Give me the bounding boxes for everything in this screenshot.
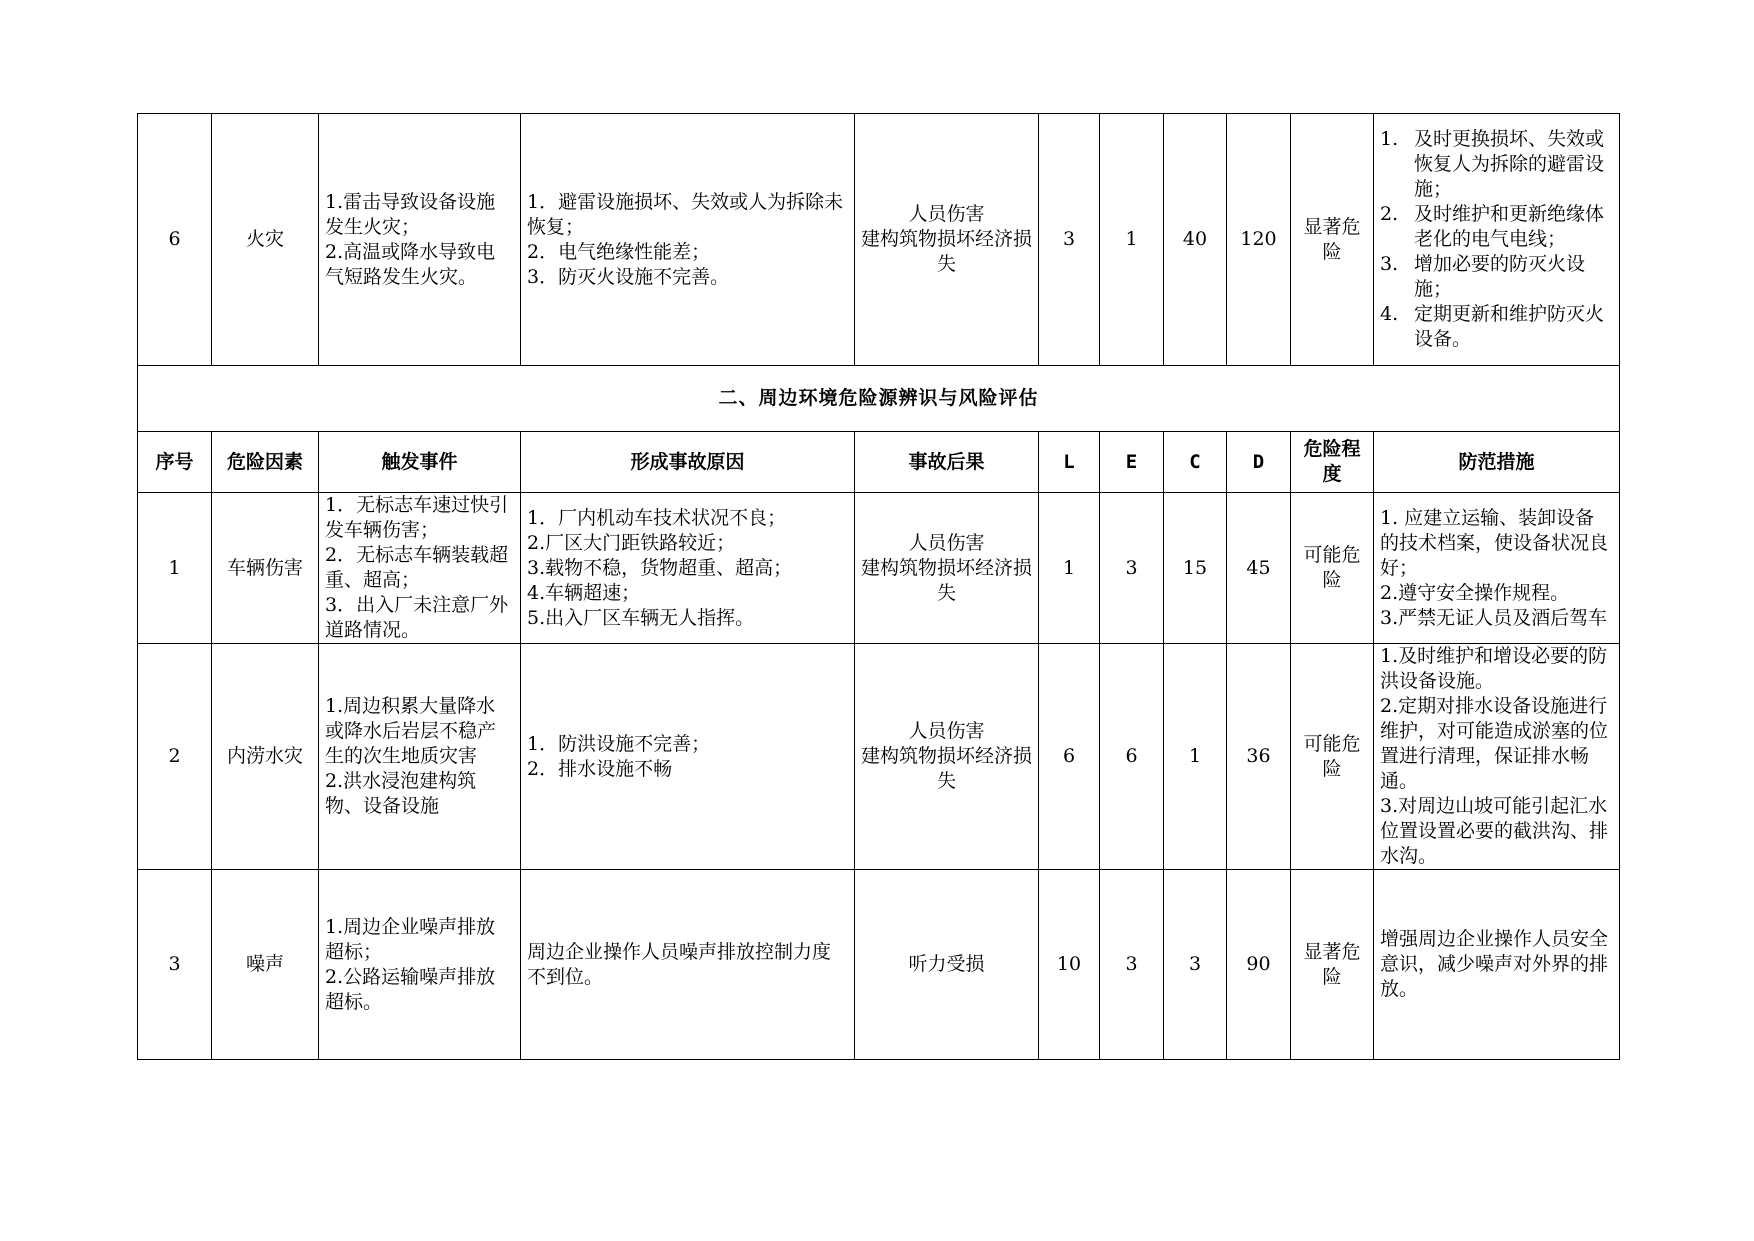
c-value-cell: 40 [1164,114,1227,366]
measure-line: 1. 应建立运输、装卸设备的技术档案，使设备状况良好； [1380,506,1609,579]
c-value-cell: 15 [1164,493,1227,644]
table-row-fire [138,114,1620,366]
header-trigger: 触发事件 [319,432,521,493]
factor-cell: 内涝水灾 [212,644,319,870]
seq-cell: 2 [138,644,212,870]
measure-line: 3.对周边山坡可能引起汇水位置设置必要的截洪沟、排水沟。 [1380,795,1609,867]
trigger-line: 2.洪水浸泡建构筑物、设备设施 [325,770,477,817]
e-value-cell: 6 [1100,644,1164,870]
table-row-flood [138,644,1620,870]
trigger-cell [319,493,521,644]
section-title-row [138,366,1620,432]
measures-cell [1374,114,1620,366]
level-cell: 显著危险 [1291,870,1374,1060]
consequence-line: 建构筑物损坏经济损失 [861,745,1033,792]
factor-cell: 噪声 [212,870,319,1060]
cause-cell [521,114,855,366]
cause-cell [521,644,855,870]
measure-line: 3.严禁无证人员及酒后驾车 [1380,606,1608,629]
header-cause: 形成事故原因 [521,432,855,493]
factor-cell: 火灾 [212,114,319,366]
seq-cell: 6 [138,114,212,366]
header-level: 危险程度 [1291,432,1374,493]
l-value-cell: 10 [1039,870,1100,1060]
measure-line: 2.遵守安全操作规程。 [1380,581,1570,604]
header-c: C [1164,432,1227,493]
d-value-cell: 120 [1227,114,1291,366]
l-value-cell: 6 [1039,644,1100,870]
cause-line: 1．避雷设施损坏、失效或人为拆除未恢复； [527,190,844,238]
trigger-line: 1．无标志车速过快引发车辆伤害； [325,494,509,541]
cause-line: 5.出入厂区车辆无人指挥。 [527,606,755,629]
consequence-cell [855,493,1039,644]
header-consequence: 事故后果 [855,432,1039,493]
measure-item: 2. 及时维护和更新绝缘体老化的电气电线； [1380,203,1605,250]
header-factor: 危险因素 [212,432,319,493]
e-value-cell: 3 [1100,493,1164,644]
header-measures: 防范措施 [1374,432,1620,493]
e-value-cell: 1 [1100,114,1164,366]
d-value-cell: 36 [1227,644,1291,870]
measures-list [1380,127,1613,352]
risk-table [137,113,1620,1060]
measure-item: 1. 及时更换损坏、失效或恢复人为拆除的避雷设施； [1380,128,1605,200]
consequence-line: 建构筑物损坏经济损失 [861,556,1033,604]
trigger-line: 2.高温或降水导致电气短路发生火灾。 [325,240,496,288]
consequence-cell [855,870,1039,1060]
consequence-line: 人员伤害 [908,531,985,554]
level-cell: 显著危险 [1291,114,1374,366]
cause-line: 3．防灭火设施不完善。 [527,265,730,288]
measure-line: 2.定期对排水设备设施进行维护，对可能造成淤塞的位置进行清理，保证排水畅通。 [1380,695,1609,792]
cause-line: 3.载物不稳，货物超重、超高； [527,556,793,579]
trigger-line: 1.周边企业噪声排放超标； [325,915,496,963]
cause-cell [521,870,855,1060]
cause-line: 1．防洪设施不完善； [527,732,711,755]
cause-line: 1．厂内机动车技术状况不良； [527,506,787,529]
measure-item: 3. 增加必要的防灭火设施； [1380,253,1586,300]
section-title: 二、周边环境危险源辨识与风险评估 [138,366,1620,432]
cause-line: 2．电气绝缘性能差； [527,240,711,263]
cause-line: 4.车辆超速； [527,581,641,604]
measure-line: 1.及时维护和增设必要的防洪设备设施。 [1380,645,1608,692]
cause-line: 2．排水设施不畅 [527,757,673,780]
measure-line: 增强周边企业操作人员安全意识，减少噪声对外界的排放。 [1380,928,1609,1000]
trigger-line: 2.公路运输噪声排放超标。 [325,965,496,1013]
seq-cell: 3 [138,870,212,1060]
l-value-cell: 3 [1039,114,1100,366]
consequence-line: 人员伤害 [908,720,985,742]
cause-line: 周边企业操作人员噪声排放控制力度不到位。 [527,940,832,988]
trigger-cell [319,870,521,1060]
measures-cell [1374,493,1620,644]
trigger-line: 2．无标志车辆装载超重、超高； [325,544,509,591]
c-value-cell: 3 [1164,870,1227,1060]
c-value-cell: 1 [1164,644,1227,870]
header-seq: 序号 [138,432,212,493]
header-l: L [1039,432,1100,493]
cause-line: 2.厂区大门距铁路较近； [527,531,736,554]
level-cell: 可能危险 [1291,644,1374,870]
consequence-line: 听力受损 [908,953,985,975]
trigger-line: 3．出入厂未注意厂外道路情况。 [325,594,509,641]
header-d: D [1227,432,1291,493]
trigger-line: 1.周边积累大量降水或降水后岩层不稳产生的次生地质灾害 [325,695,497,767]
header-e: E [1100,432,1164,493]
measures-cell [1374,870,1620,1060]
consequence-cell [855,114,1039,366]
level-cell: 可能危险 [1291,493,1374,644]
trigger-cell [319,644,521,870]
cause-cell [521,493,855,644]
table-row-noise [138,870,1620,1060]
table-row-vehicle [138,493,1620,644]
trigger-cell [319,114,521,366]
d-value-cell: 90 [1227,870,1291,1060]
measure-item: 4. 定期更新和维护防灭火设备。 [1380,303,1605,350]
risk-assessment-sheet [137,113,1619,1060]
l-value-cell: 1 [1039,493,1100,644]
e-value-cell: 3 [1100,870,1164,1060]
consequence-cell [855,644,1039,870]
trigger-line: 1.雷击导致设备设施发生火灾； [325,190,496,238]
d-value-cell: 45 [1227,493,1291,644]
consequence-line: 人员伤害 [908,203,985,225]
measures-cell [1374,644,1620,870]
header-row [138,432,1620,493]
consequence-line: 建构筑物损坏经济损失 [861,228,1033,275]
factor-cell: 车辆伤害 [212,493,319,644]
seq-cell: 1 [138,493,212,644]
